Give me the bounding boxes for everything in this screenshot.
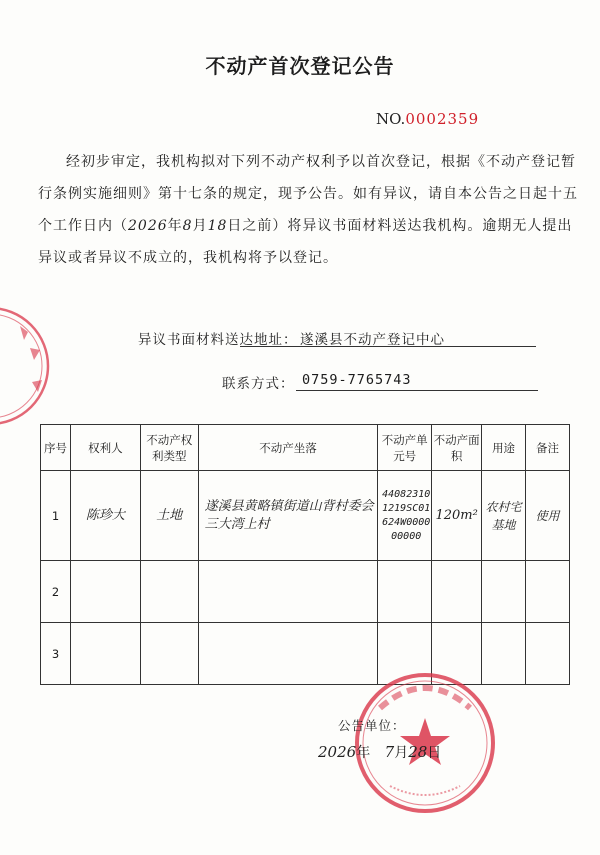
address-label: 异议书面材料送达地址：: [138, 332, 298, 348]
serial-prefix: NO.: [376, 110, 406, 128]
contact-underline: [296, 390, 538, 391]
notice-text-2: 年: [167, 218, 183, 234]
contact-value: 0759-7765743: [302, 372, 412, 388]
row-remark: [526, 623, 570, 685]
header-unit-no: 不动产单元号: [378, 425, 432, 471]
objection-address-row: [0, 326, 600, 350]
issue-date: [318, 742, 441, 762]
notice-text-4: 日之前）将异议书面材料送达我机构。逾期无人提出异议或者异议不成立的，我机构将予以登记。: [38, 218, 573, 266]
header-area: 不动产面 积: [432, 425, 482, 471]
row-unit-no: [378, 561, 432, 623]
row-use: [482, 561, 526, 623]
row-owner: 陈珍大: [70, 471, 140, 561]
header-right-type: 不动产权利类型: [140, 425, 198, 471]
notice-paragraph: [38, 146, 578, 274]
row-right-type: [140, 561, 198, 623]
serial-value: 0002359: [405, 110, 480, 128]
deadline-year: 2026: [128, 218, 168, 234]
row-owner: [70, 561, 140, 623]
table-row: [41, 561, 570, 623]
address-underline: [240, 346, 536, 347]
contact-label: 联系方式：: [222, 376, 295, 392]
row-right-type: 土地: [140, 471, 198, 561]
row-remark: 使用: [526, 471, 570, 561]
row-remark: [526, 561, 570, 623]
row-area: [432, 561, 482, 623]
page-title: 不动产首次登记公告: [205, 54, 395, 78]
header-no: 序号: [41, 425, 71, 471]
notice-text-3: 月: [192, 218, 208, 234]
issue-month: 7: [384, 743, 395, 761]
registration-table: [40, 424, 570, 685]
deadline-month: 8: [182, 218, 193, 234]
header-use: 用途: [482, 425, 526, 471]
address-value: 遂溪县不动产登记中心: [300, 332, 445, 348]
table-row: [41, 471, 570, 561]
issue-month-suffix: 月: [394, 745, 409, 761]
issue-year: 2026: [318, 743, 357, 761]
row-location: 遂溪县黄略镇街道山背村委会三大湾上村: [198, 471, 378, 561]
header-location: 不动产坐落: [198, 425, 378, 471]
header-owner: 权利人: [70, 425, 140, 471]
issue-day: 28: [408, 743, 428, 761]
row-no: 2: [41, 561, 71, 623]
issuer-label: 公告单位：: [338, 718, 406, 733]
deadline-day: 18: [207, 218, 228, 234]
row-unit-no: 440823101219SC01624W000000000: [378, 471, 432, 561]
header-remark: 备注: [526, 425, 570, 471]
notice-text-1: 经初步审定，我机构拟对下列不动产权利予以首次登记，根据《不动产登记暂行条例实施细则》第十七条的规定，现予公告。如有异议，请自本公告之日起十五个工作日内（: [38, 154, 578, 234]
partial-seal-left: [0, 286, 60, 446]
row-area: 120m²: [432, 471, 482, 561]
row-location: [198, 561, 378, 623]
row-no: 1: [41, 471, 71, 561]
row-owner: [70, 623, 140, 685]
row-no: 3: [41, 623, 71, 685]
serial-number: [376, 110, 479, 128]
issue-day-suffix: 日: [427, 745, 442, 761]
row-use: 农村宅基地: [482, 471, 526, 561]
table-header-row: [41, 425, 570, 471]
row-right-type: [140, 623, 198, 685]
contact-row: [0, 370, 600, 394]
issue-year-suffix: 年: [356, 745, 371, 761]
